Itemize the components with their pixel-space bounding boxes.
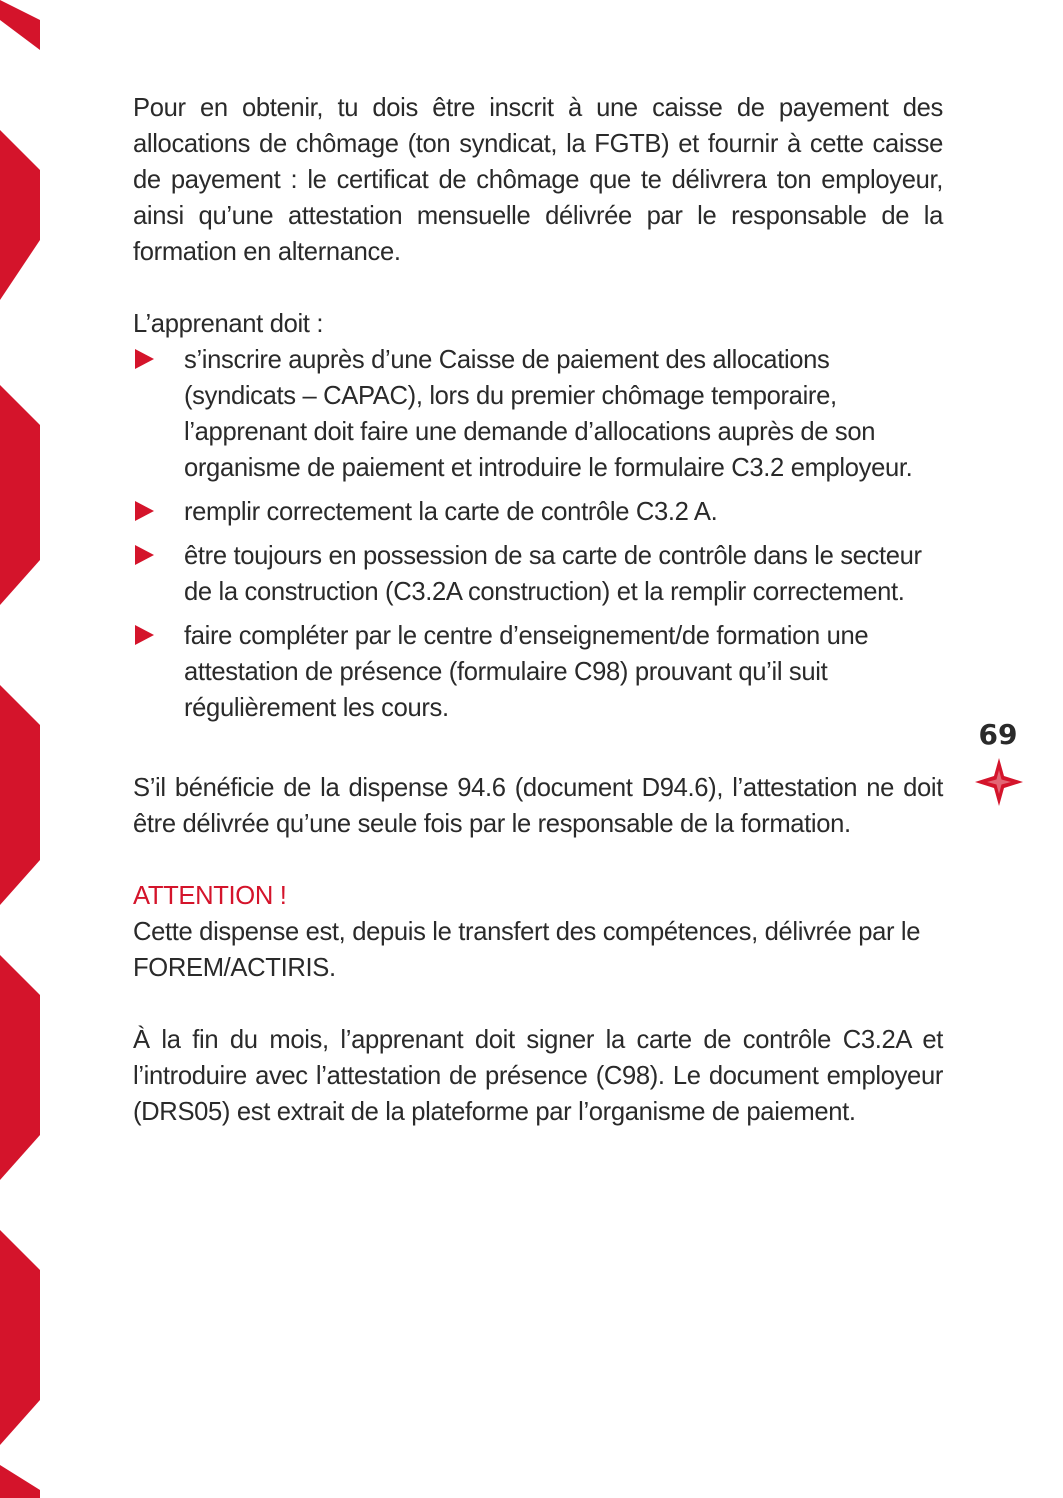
list-item: faire compléter par le centre d’enseignement/de formation une attestation de présence (formulaire C98) prouvant qu’il suit régulièrement les cours. — [133, 618, 943, 726]
learner-must-heading: L’apprenant doit : — [133, 310, 324, 338]
attention-heading: ATTENTION ! — [133, 882, 287, 910]
attention-paragraph: Cette dispense est, depuis le transfert des compétences, délivrée par le FOREM/ACTIRIS. — [133, 918, 921, 982]
page-body — [133, 90, 943, 1130]
end-of-month-paragraph: À la fin du mois, l’apprenant doit signer la carte de contrôle C3.2A et l’introduire avec l’attestation de présence (C98). Le document employeur (DRS05) est extrait de la plateforme par l’organisme de paiement. — [133, 1026, 943, 1126]
intro-paragraph: Pour en obtenir, tu dois être inscrit à une caisse de payement des allocations de chômage (ton syndicat, la FGTB) et fournir à cette caisse de payement : le certificat de chômage que te délivrera ton employeur, ainsi qu’une attestation mensuelle délivrée par le responsable de la formation en alternance. — [133, 94, 943, 266]
obligations-list — [133, 342, 943, 726]
list-item: remplir correctement la carte de contrôle C3.2 A. — [133, 494, 943, 530]
triangle-arrow-icon — [135, 545, 154, 565]
dispense-paragraph: S’il bénéficie de la dispense 94.6 (document D94.6), l’attestation ne doit être délivrée qu’une seule fois par le responsable de la formation. — [133, 774, 943, 838]
page-number: 69 — [978, 718, 1018, 751]
list-item: s’inscrire auprès d’une Caisse de paiement des allocations (syndicats – CAPAC), lors du premier chômage temporaire, l’apprenant doit faire une demande d’allocations auprès de son organisme de paiement et introduire le formulaire C3.2 employeur. — [133, 342, 943, 486]
star-icon — [973, 756, 1025, 808]
triangle-arrow-icon — [135, 501, 154, 521]
triangle-arrow-icon — [135, 349, 154, 369]
list-item: être toujours en possession de sa carte de contrôle dans le secteur de la construction (C3.2A construction) et la remplir correctement. — [133, 538, 943, 610]
triangle-arrow-icon — [135, 625, 154, 645]
decorative-stripes — [0, 0, 40, 1498]
